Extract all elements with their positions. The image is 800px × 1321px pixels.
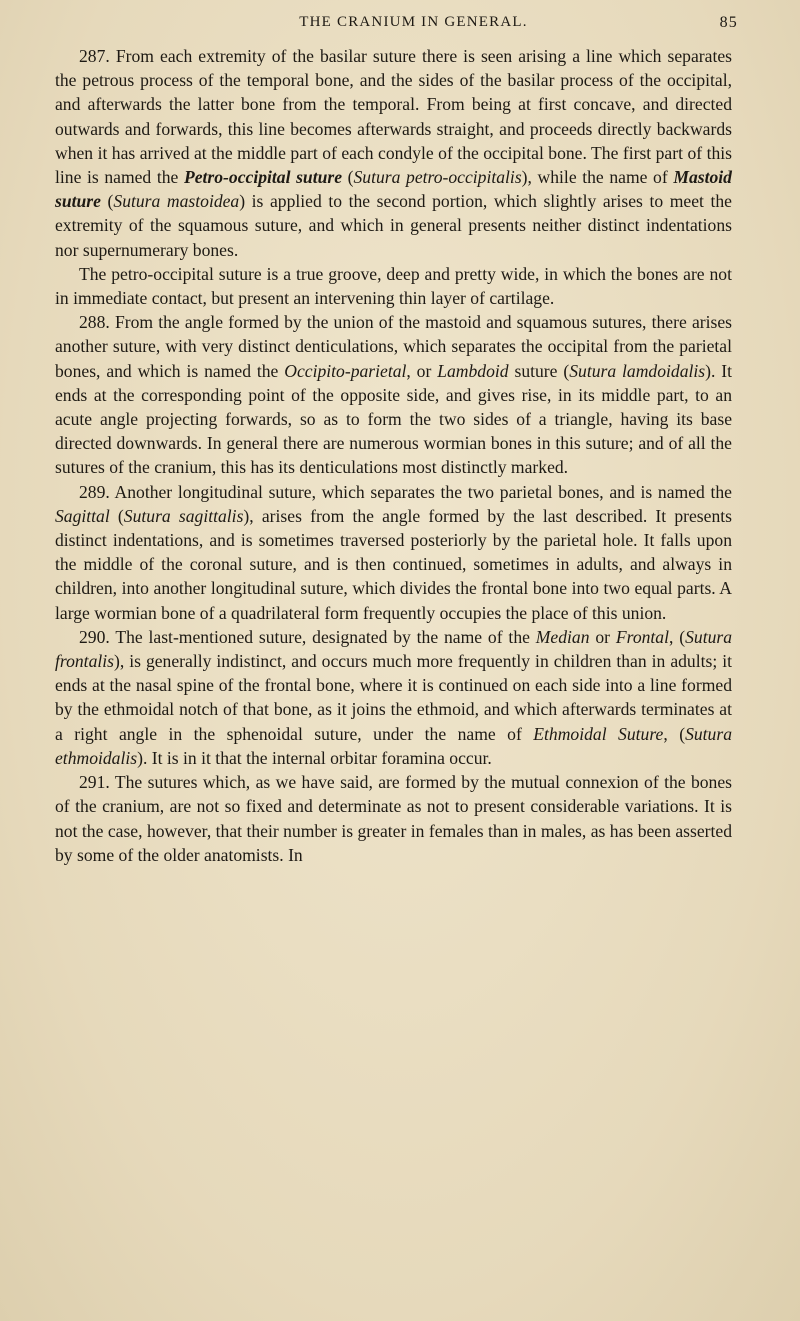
text-run: suture ( xyxy=(508,360,570,381)
paragraph-number: 288. xyxy=(79,312,110,333)
italic-term: Lambdoid xyxy=(437,360,509,381)
italic-term: Ethmoidal Suture xyxy=(533,723,664,744)
paragraph xyxy=(55,625,732,770)
text-run: ( xyxy=(109,505,124,526)
text-run: From each extremity of the basilar suture there is seen arising a line which separates the petrous process of the temporal bone, and the sides of the basilar process of the occipital, and afterwards the latter bone from the temporal. From being at first concave, and directed outwards and forwards, this line becomes afterwards straight, and proceeds directly backwards when it has arrived at the middle part of each condyle of the occipital bone. The first part of this line is named the xyxy=(55,46,732,188)
italic-term: Sutura petro-occipitalis xyxy=(353,167,522,188)
paragraph-number: 289. xyxy=(79,481,110,502)
paragraph xyxy=(55,770,732,867)
text-run: , or xyxy=(406,360,438,381)
text-run: ( xyxy=(342,167,354,188)
italic-term: Sutura frontalis xyxy=(55,626,733,672)
running-title: THE CRANIUM IN GENERAL. xyxy=(299,14,528,30)
paragraph xyxy=(55,480,732,625)
text-run: The sutures which, as we have said, are formed by the mutual connexion of the bones of the cranium, are not so fixed and determinate as not to present considerable variations. It is not the case, however, that their number is greater in females than in males, as has been asserted by some of the older anatomists. In xyxy=(55,772,732,865)
bold-italic-term: Mastoid suture xyxy=(55,167,732,212)
text-run: ) is applied to the second portion, which slightly arises to meet the extremity of the squamous suture, and which in general presents neither distinct indentations nor supernumerary bones. xyxy=(55,191,732,260)
paragraph xyxy=(55,310,732,479)
text-run: The petro-occipital suture is a true groove, deep and pretty wide, in which the bones are not in immediate contact, but present an intervening thin layer of cartilage. xyxy=(55,263,732,309)
italic-term: Median xyxy=(535,626,590,647)
text-run: ). It is in it that the internal orbitar foramina occur. xyxy=(137,747,492,768)
text-run: The last-mentioned suture, designated by the name of the xyxy=(109,626,536,647)
italic-term: Sutura lamdoidalis xyxy=(569,360,706,381)
text-run: ), while the name of xyxy=(521,167,674,188)
text-run: Another longitudinal suture, which separates the two parietal bones, and is named the xyxy=(109,481,732,502)
text-run: ), arises from the angle formed by the last described. It presents distinct indentations, and is sometimes traversed posteriorly by the parietal hole. It falls upon the middle of the coronal suture, and is then continued, sometimes in adults, and always in children, into another longitudinal suture, which divides the frontal bone into two equal parts. A large wormian bone of a quadrilateral form frequently occupies the place of this union. xyxy=(55,505,732,623)
paragraph xyxy=(55,262,732,310)
text-run: ). It ends at the corresponding point of the opposite side, and gives rise, in its middle part, to an acute angle projecting forwards, so as to form the two sides of a triangle, having its base directed downwards. In general there are numerous wormian bones in this suture; and of all the sutures of the cranium, this has its denticulations most distinctly marked. xyxy=(55,360,732,478)
text-run: From the angle formed by the union of the mastoid and squamous sutures, there arises another suture, with very distinct denticulations, which separates the occipital from the parietal bones, and which is named the xyxy=(55,312,732,381)
text-run: or xyxy=(589,626,616,647)
bold-italic-term: Petro-occipital suture xyxy=(183,167,343,188)
page-number: 85 xyxy=(719,14,738,31)
italic-term: Sutura mastoidea xyxy=(113,191,240,212)
italic-term: Frontal xyxy=(615,626,669,647)
text-run: ), is generally indistinct, and occurs much more frequently in children than in adults; it ends at the nasal spine of the frontal bone, where it is continued on each side into a line formed by the ethmoidal notch of that bone, as it joins the ethmoid, and which afterwards terminates at a right angle in the sphenoidal suture, under the name of xyxy=(55,651,732,744)
paragraph xyxy=(55,44,732,262)
text-run: , ( xyxy=(663,723,686,744)
paragraph-number: 291. xyxy=(79,772,110,793)
italic-term: Sagittal xyxy=(55,505,110,526)
paragraph-number: 287. xyxy=(79,46,110,66)
body-text xyxy=(55,44,732,867)
italic-term: Sutura ethmoidalis xyxy=(55,723,732,768)
italic-term: Occipito-parietal xyxy=(284,360,407,381)
paragraph-number: 290. xyxy=(79,626,110,647)
running-header xyxy=(55,14,738,40)
text-run: ( xyxy=(100,191,114,212)
text-run: , ( xyxy=(668,626,686,647)
italic-term: Sutura sagittalis xyxy=(123,505,244,526)
